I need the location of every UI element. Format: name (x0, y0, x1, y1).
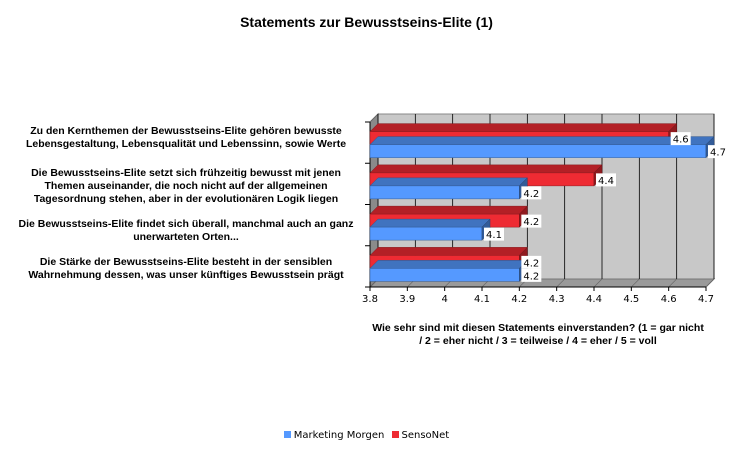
x-tick-label: 4.2 (511, 294, 528, 305)
legend-label-marketing-morgen: Marketing Morgen (293, 430, 385, 441)
data-label-sensonet: 4.2 (523, 258, 540, 270)
category-label-3: Die Bewusstseins-Elite findet sich überall, manchmal auch an ganz unerwarteten Orten... (18, 218, 354, 243)
x-tick-label: 3.8 (362, 294, 378, 305)
legend-item-marketing-morgen (284, 430, 385, 441)
x-tick-label: 4.7 (698, 294, 714, 305)
bar-marketing-morgen (370, 145, 706, 158)
data-label-sensonet: 4.4 (598, 175, 614, 187)
legend-swatch-marketing-morgen (284, 431, 291, 438)
bar-top-marketing-morgen (370, 260, 527, 268)
bar-top-sensonet (370, 165, 602, 173)
x-tick-label: 4.6 (660, 294, 677, 305)
bar-top-marketing-morgen (370, 134, 714, 146)
category-label-4: Die Stärke der Bewusstseins-Elite besteht in der sensiblen Wahrnehmung dessen, was unser künftiges Bewusstsein prägt (28, 256, 344, 281)
bar-top-marketing-morgen (370, 178, 527, 186)
bar-marketing-morgen (370, 268, 519, 281)
bar-top-sensonet (370, 124, 677, 132)
x-tick-label: 4 (441, 294, 448, 305)
bar-marketing-morgen (370, 227, 482, 240)
data-label-marketing-morgen: 4.7 (710, 147, 726, 159)
data-label-marketing-morgen: 4.2 (523, 271, 540, 283)
x-tick-label: 4.5 (623, 294, 640, 305)
bar-top-marketing-morgen (370, 219, 490, 227)
x-tick-label: 4.4 (586, 294, 602, 305)
chart-title: Statements zur Bewusstseins-Elite (1) (240, 14, 493, 30)
legend-item-sensonet (392, 430, 450, 441)
data-label-sensonet: 4.2 (523, 217, 540, 229)
legend-swatch-sensonet (392, 431, 399, 438)
category-label-2: Die Bewusstseins-Elite setzt sich frühzeitig bewusst mit jenen Themen auseinander, die noch nicht auf der allgemeinen Tagesordnung stehen, aber in der evolutionären Logik liegen (31, 167, 341, 205)
x-axis-title: Wie sehr sind mit diesen Statements einverstanden? (1 = gar nicht / 2 = eher nicht / 3 = teilweise / 4 = eher / 5 = voll (372, 322, 704, 347)
bar-marketing-morgen (370, 186, 519, 199)
bar-top-sensonet (370, 206, 527, 214)
data-label-marketing-morgen: 4.2 (523, 188, 540, 200)
legend-label-sensonet: SensoNet (401, 430, 450, 441)
x-tick-label: 4.3 (548, 294, 565, 305)
x-tick-label: 4.1 (474, 294, 490, 305)
category-label-1: Zu den Kernthemen der Bewusstseins-Elite gehören bewusste Lebensgestaltung, Lebensqualität und Lebenssinn, sowie Werte (25, 125, 347, 150)
x-tick-label: 3.9 (399, 294, 416, 305)
bar-top-sensonet (370, 247, 527, 255)
legend (0, 430, 733, 441)
data-label-marketing-morgen: 4.1 (486, 230, 502, 242)
data-label-sensonet: 4.6 (672, 134, 689, 146)
